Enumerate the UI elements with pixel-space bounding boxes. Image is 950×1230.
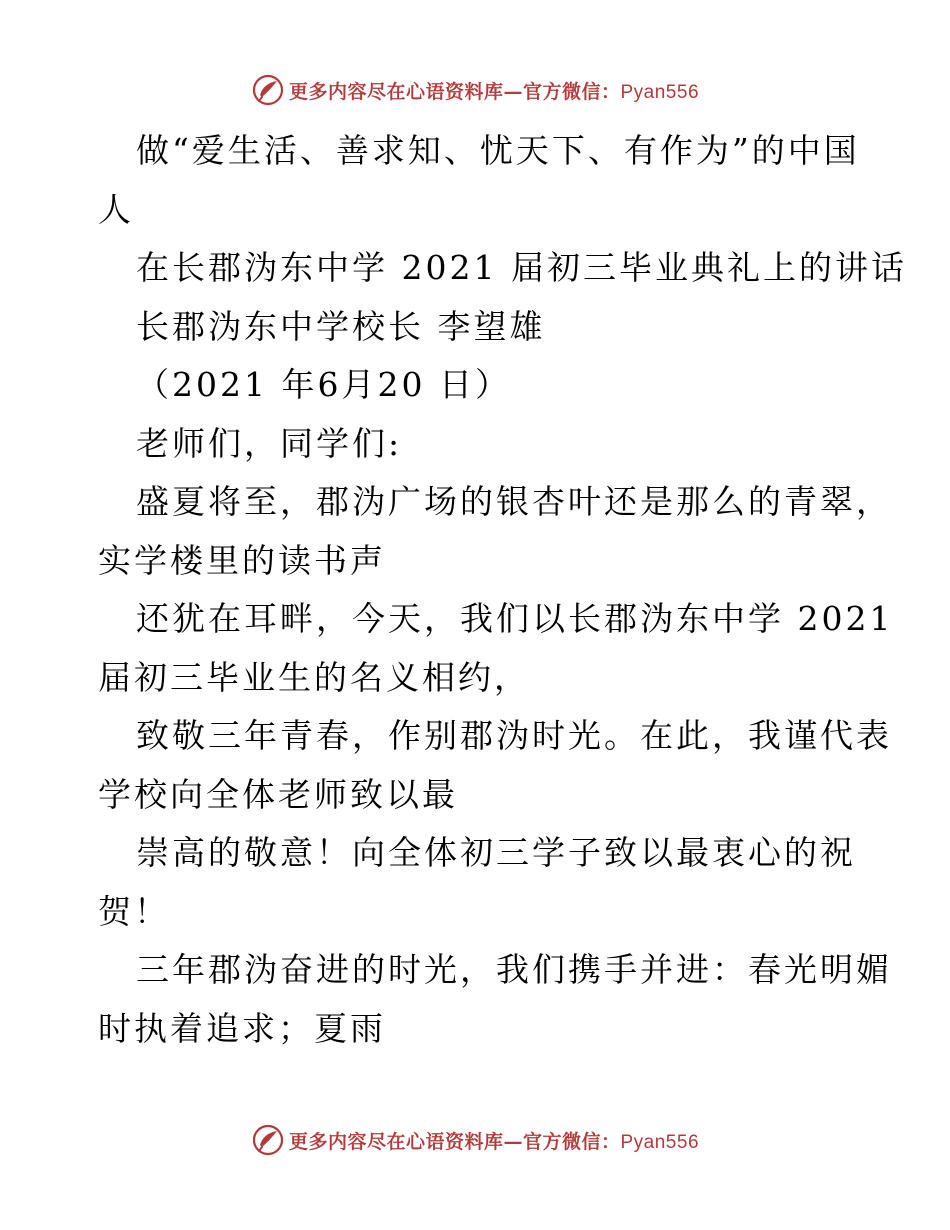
text-line: 实学楼里的读书声 [98,540,386,580]
text-line: 人 [98,189,134,229]
text-line: 长郡沩东中学校长 李望雄 [136,306,546,346]
text-line: 三年郡沩奋进的时光，我们携手并进：春光明媚 [136,950,892,989]
text-line: 崇高的敬意！向全体初三学子致以最衷心的祝 [136,833,856,872]
text-line: 致敬三年青春，作别郡沩时光。在此，我谨代表 [136,716,892,755]
text-line: 老师们，同学们: [136,423,403,463]
text-line: 还犹在耳畔，今天，我们以长郡沩东中学 2021 [136,599,894,638]
document-body [98,122,907,1058]
header-wechat-id: Pyan556 [620,81,700,103]
header-banner [0,70,950,110]
brand-logo-icon [251,73,285,107]
footer-banner [0,1120,950,1160]
text-line: 届初三毕业生的名义相约， [98,657,530,697]
text-line: （2021 年6月20 日） [136,365,511,404]
footer-banner-text: 更多内容尽在心语资料库—官方微信： [288,1130,621,1153]
text-line: 贺！ [98,891,170,931]
text-line: 做“爱生活、善求知、忧天下、有作为”的中国 [136,131,860,170]
text-line: 在长郡沩东中学 2021 届初三毕业典礼上的讲话 [136,248,907,287]
text-line: 盛夏将至，郡沩广场的银杏叶还是那么的青翠， [136,482,892,521]
text-line: 学校向全体老师致以最 [98,774,458,814]
text-line: 时执着追求；夏雨 [98,1008,386,1048]
footer-wechat-id: Pyan556 [620,1131,700,1153]
header-banner-text: 更多内容尽在心语资料库—官方微信： [288,80,621,103]
brand-logo-icon [251,1123,285,1157]
